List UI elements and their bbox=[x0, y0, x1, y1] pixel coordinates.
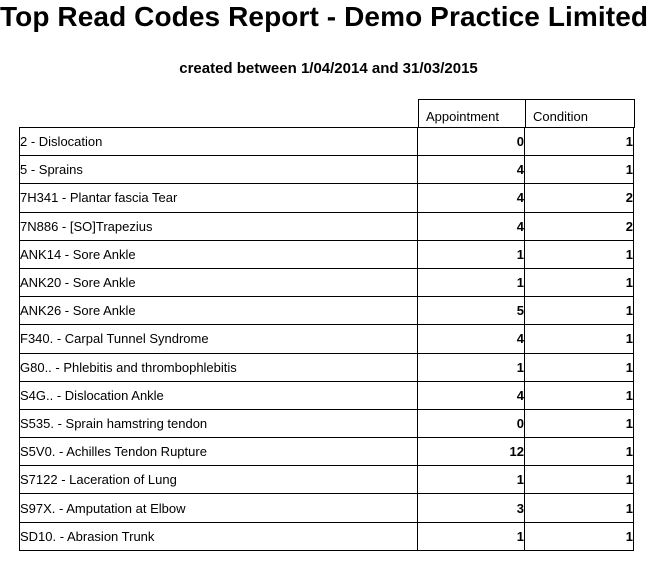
report-subtitle: created between 1/04/2014 and 31/03/2015 bbox=[179, 60, 478, 77]
appointment-count-cell: 1 bbox=[418, 240, 525, 268]
appointment-count-cell: 4 bbox=[418, 212, 525, 240]
read-code-cell: G80.. - Phlebitis and thrombophlebitis bbox=[20, 353, 418, 381]
report-title: Top Read Codes Report - Demo Practice Limited bbox=[0, 1, 649, 32]
condition-count-cell: 1 bbox=[525, 240, 634, 268]
read-code-cell: S4G.. - Dislocation Ankle bbox=[20, 381, 418, 409]
column-header-condition: Condition bbox=[525, 99, 635, 128]
condition-count-cell: 1 bbox=[525, 466, 634, 494]
table-row bbox=[20, 156, 634, 184]
appointment-count-cell: 12 bbox=[418, 438, 525, 466]
table-row bbox=[20, 466, 634, 494]
table-row bbox=[20, 297, 634, 325]
column-header-appointment: Appointment bbox=[418, 99, 526, 128]
appointment-count-cell: 4 bbox=[418, 184, 525, 212]
table-row bbox=[20, 184, 634, 212]
condition-count-cell: 1 bbox=[525, 438, 634, 466]
table-row bbox=[20, 522, 634, 550]
condition-count-cell: 1 bbox=[525, 381, 634, 409]
read-code-cell: ANK14 - Sore Ankle bbox=[20, 240, 418, 268]
appointment-count-cell: 4 bbox=[418, 325, 525, 353]
condition-count-cell: 1 bbox=[525, 156, 634, 184]
read-code-cell: S5V0. - Achilles Tendon Rupture bbox=[20, 438, 418, 466]
read-code-cell: 7H341 - Plantar fascia Tear bbox=[20, 184, 418, 212]
appointment-count-cell: 0 bbox=[418, 409, 525, 437]
table-row bbox=[20, 409, 634, 437]
appointment-count-cell: 5 bbox=[418, 297, 525, 325]
table-row bbox=[20, 212, 634, 240]
read-codes-table-body bbox=[20, 128, 634, 551]
condition-count-cell: 1 bbox=[525, 409, 634, 437]
condition-count-cell: 1 bbox=[525, 325, 634, 353]
appointment-count-cell: 4 bbox=[418, 381, 525, 409]
condition-count-cell: 2 bbox=[525, 184, 634, 212]
condition-count-cell: 2 bbox=[525, 212, 634, 240]
read-code-cell: S7122 - Laceration of Lung bbox=[20, 466, 418, 494]
read-code-cell: SD10. - Abrasion Trunk bbox=[20, 522, 418, 550]
condition-count-cell: 1 bbox=[525, 128, 634, 156]
appointment-count-cell: 1 bbox=[418, 522, 525, 550]
table-row bbox=[20, 438, 634, 466]
table-row bbox=[20, 381, 634, 409]
condition-count-cell: 1 bbox=[525, 297, 634, 325]
appointment-count-cell: 1 bbox=[418, 466, 525, 494]
read-code-cell: 5 - Sprains bbox=[20, 156, 418, 184]
read-code-cell: 7N886 - [SO]Trapezius bbox=[20, 212, 418, 240]
table-row bbox=[20, 494, 634, 522]
appointment-count-cell: 1 bbox=[418, 353, 525, 381]
appointment-count-cell: 0 bbox=[418, 128, 525, 156]
condition-count-cell: 1 bbox=[525, 268, 634, 296]
read-code-cell: 2 - Dislocation bbox=[20, 128, 418, 156]
table-row bbox=[20, 128, 634, 156]
appointment-count-cell: 4 bbox=[418, 156, 525, 184]
read-codes-table bbox=[19, 127, 634, 551]
condition-count-cell: 1 bbox=[525, 522, 634, 550]
condition-count-cell: 1 bbox=[525, 494, 634, 522]
read-code-cell: S535. - Sprain hamstring tendon bbox=[20, 409, 418, 437]
table-row bbox=[20, 240, 634, 268]
read-code-cell: ANK26 - Sore Ankle bbox=[20, 297, 418, 325]
condition-count-cell: 1 bbox=[525, 353, 634, 381]
appointment-count-cell: 3 bbox=[418, 494, 525, 522]
read-code-cell: S97X. - Amputation at Elbow bbox=[20, 494, 418, 522]
appointment-count-cell: 1 bbox=[418, 268, 525, 296]
table-row bbox=[20, 325, 634, 353]
table-row bbox=[20, 353, 634, 381]
read-code-cell: F340. - Carpal Tunnel Syndrome bbox=[20, 325, 418, 353]
read-code-cell: ANK20 - Sore Ankle bbox=[20, 268, 418, 296]
table-row bbox=[20, 268, 634, 296]
